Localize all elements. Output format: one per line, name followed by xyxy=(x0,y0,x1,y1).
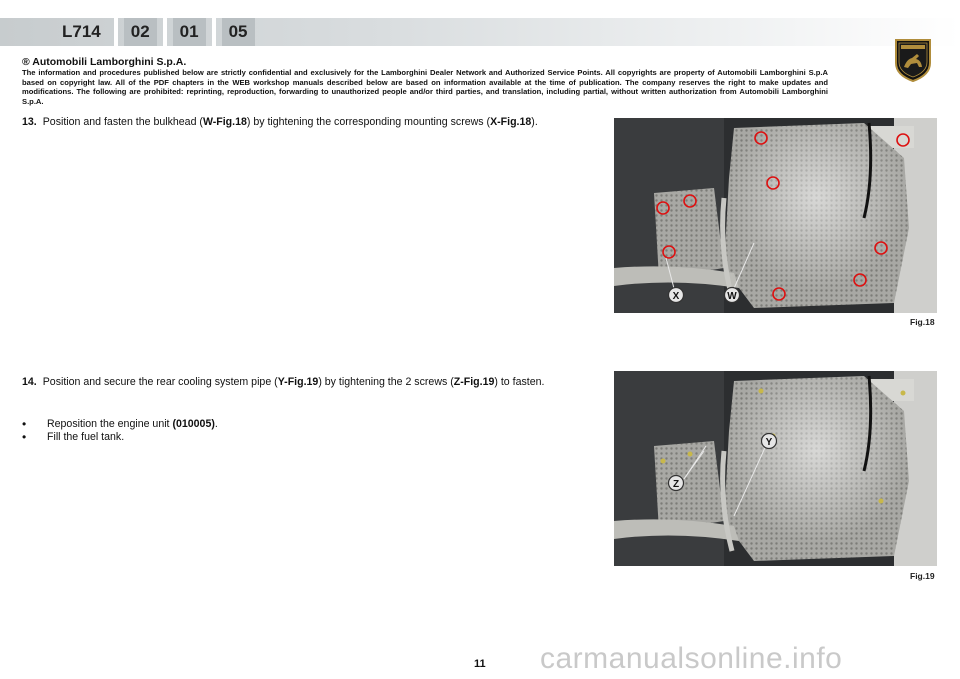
code-group: 02 xyxy=(124,18,157,46)
lamborghini-bull-shield-icon xyxy=(893,37,933,83)
bullet-list xyxy=(22,418,218,444)
callout-z xyxy=(669,476,684,491)
document-code xyxy=(58,18,255,46)
step-14: 14. Position and secure the rear cooling system pipe (Y-Fig.19) by tightening the 2 screws (Z-Fig.19) to fasten. xyxy=(22,376,545,388)
callout-x xyxy=(669,288,684,303)
callout-y xyxy=(762,434,777,449)
list-item: • Reposition the engine unit (010005). xyxy=(22,417,218,431)
reference-x-fig18: X-Fig.18 xyxy=(490,116,532,128)
svg-text:Y: Y xyxy=(765,437,773,448)
code-model: L714 xyxy=(62,22,101,41)
step-number: 14. xyxy=(22,376,37,388)
step-number: 13. xyxy=(22,116,37,128)
bullet-icon: • xyxy=(22,430,27,444)
figure-18-label: Fig.18 xyxy=(910,317,935,327)
svg-text:W: W xyxy=(727,291,737,302)
figure-18-photo xyxy=(614,118,937,313)
svg-text:X: X xyxy=(672,291,680,302)
company-name: ® Automobili Lamborghini S.p.A. xyxy=(22,56,187,68)
page-number: 11 xyxy=(474,658,486,670)
callout-w xyxy=(725,288,740,303)
list-item: • Fill the fuel tank. xyxy=(22,430,125,444)
bullet-icon: • xyxy=(22,417,27,431)
watermark: carmanualsonline.info xyxy=(540,642,843,675)
legal-notice: The information and procedures published below are strictly confidential and exclusively for the Lamborghini Dealer Network and Authorized Service Points. All copyrights are property of Automobili Lamborghini S.p.A based on copyright law. All of the PDF chapters in the WEB workshop manuals described below are based on information available at the time of publication. The company reserves the right to make updates and modifications. The following are prohibited: reprinting, reproduction, forwarding to unauthorized people and/or third parties, and translation, including partial, without written authorization from Automobili Lamborghini S.p.A. xyxy=(22,68,828,106)
figure-19-label: Fig.19 xyxy=(910,571,935,581)
code-section: 05 xyxy=(222,18,255,46)
reference-y-fig19: Y-Fig.19 xyxy=(277,376,319,388)
svg-text:Z: Z xyxy=(672,479,680,490)
step-13: 13. Position and fasten the bulkhead (W-Fig.18) by tightening the corresponding mounting screws (X-Fig.18). xyxy=(22,116,538,128)
reference-w-fig18: W-Fig.18 xyxy=(202,116,247,128)
reference-z-fig19: Z-Fig.19 xyxy=(453,376,495,388)
code-subgroup: 01 xyxy=(173,18,206,46)
figure-19-photo xyxy=(614,371,937,566)
